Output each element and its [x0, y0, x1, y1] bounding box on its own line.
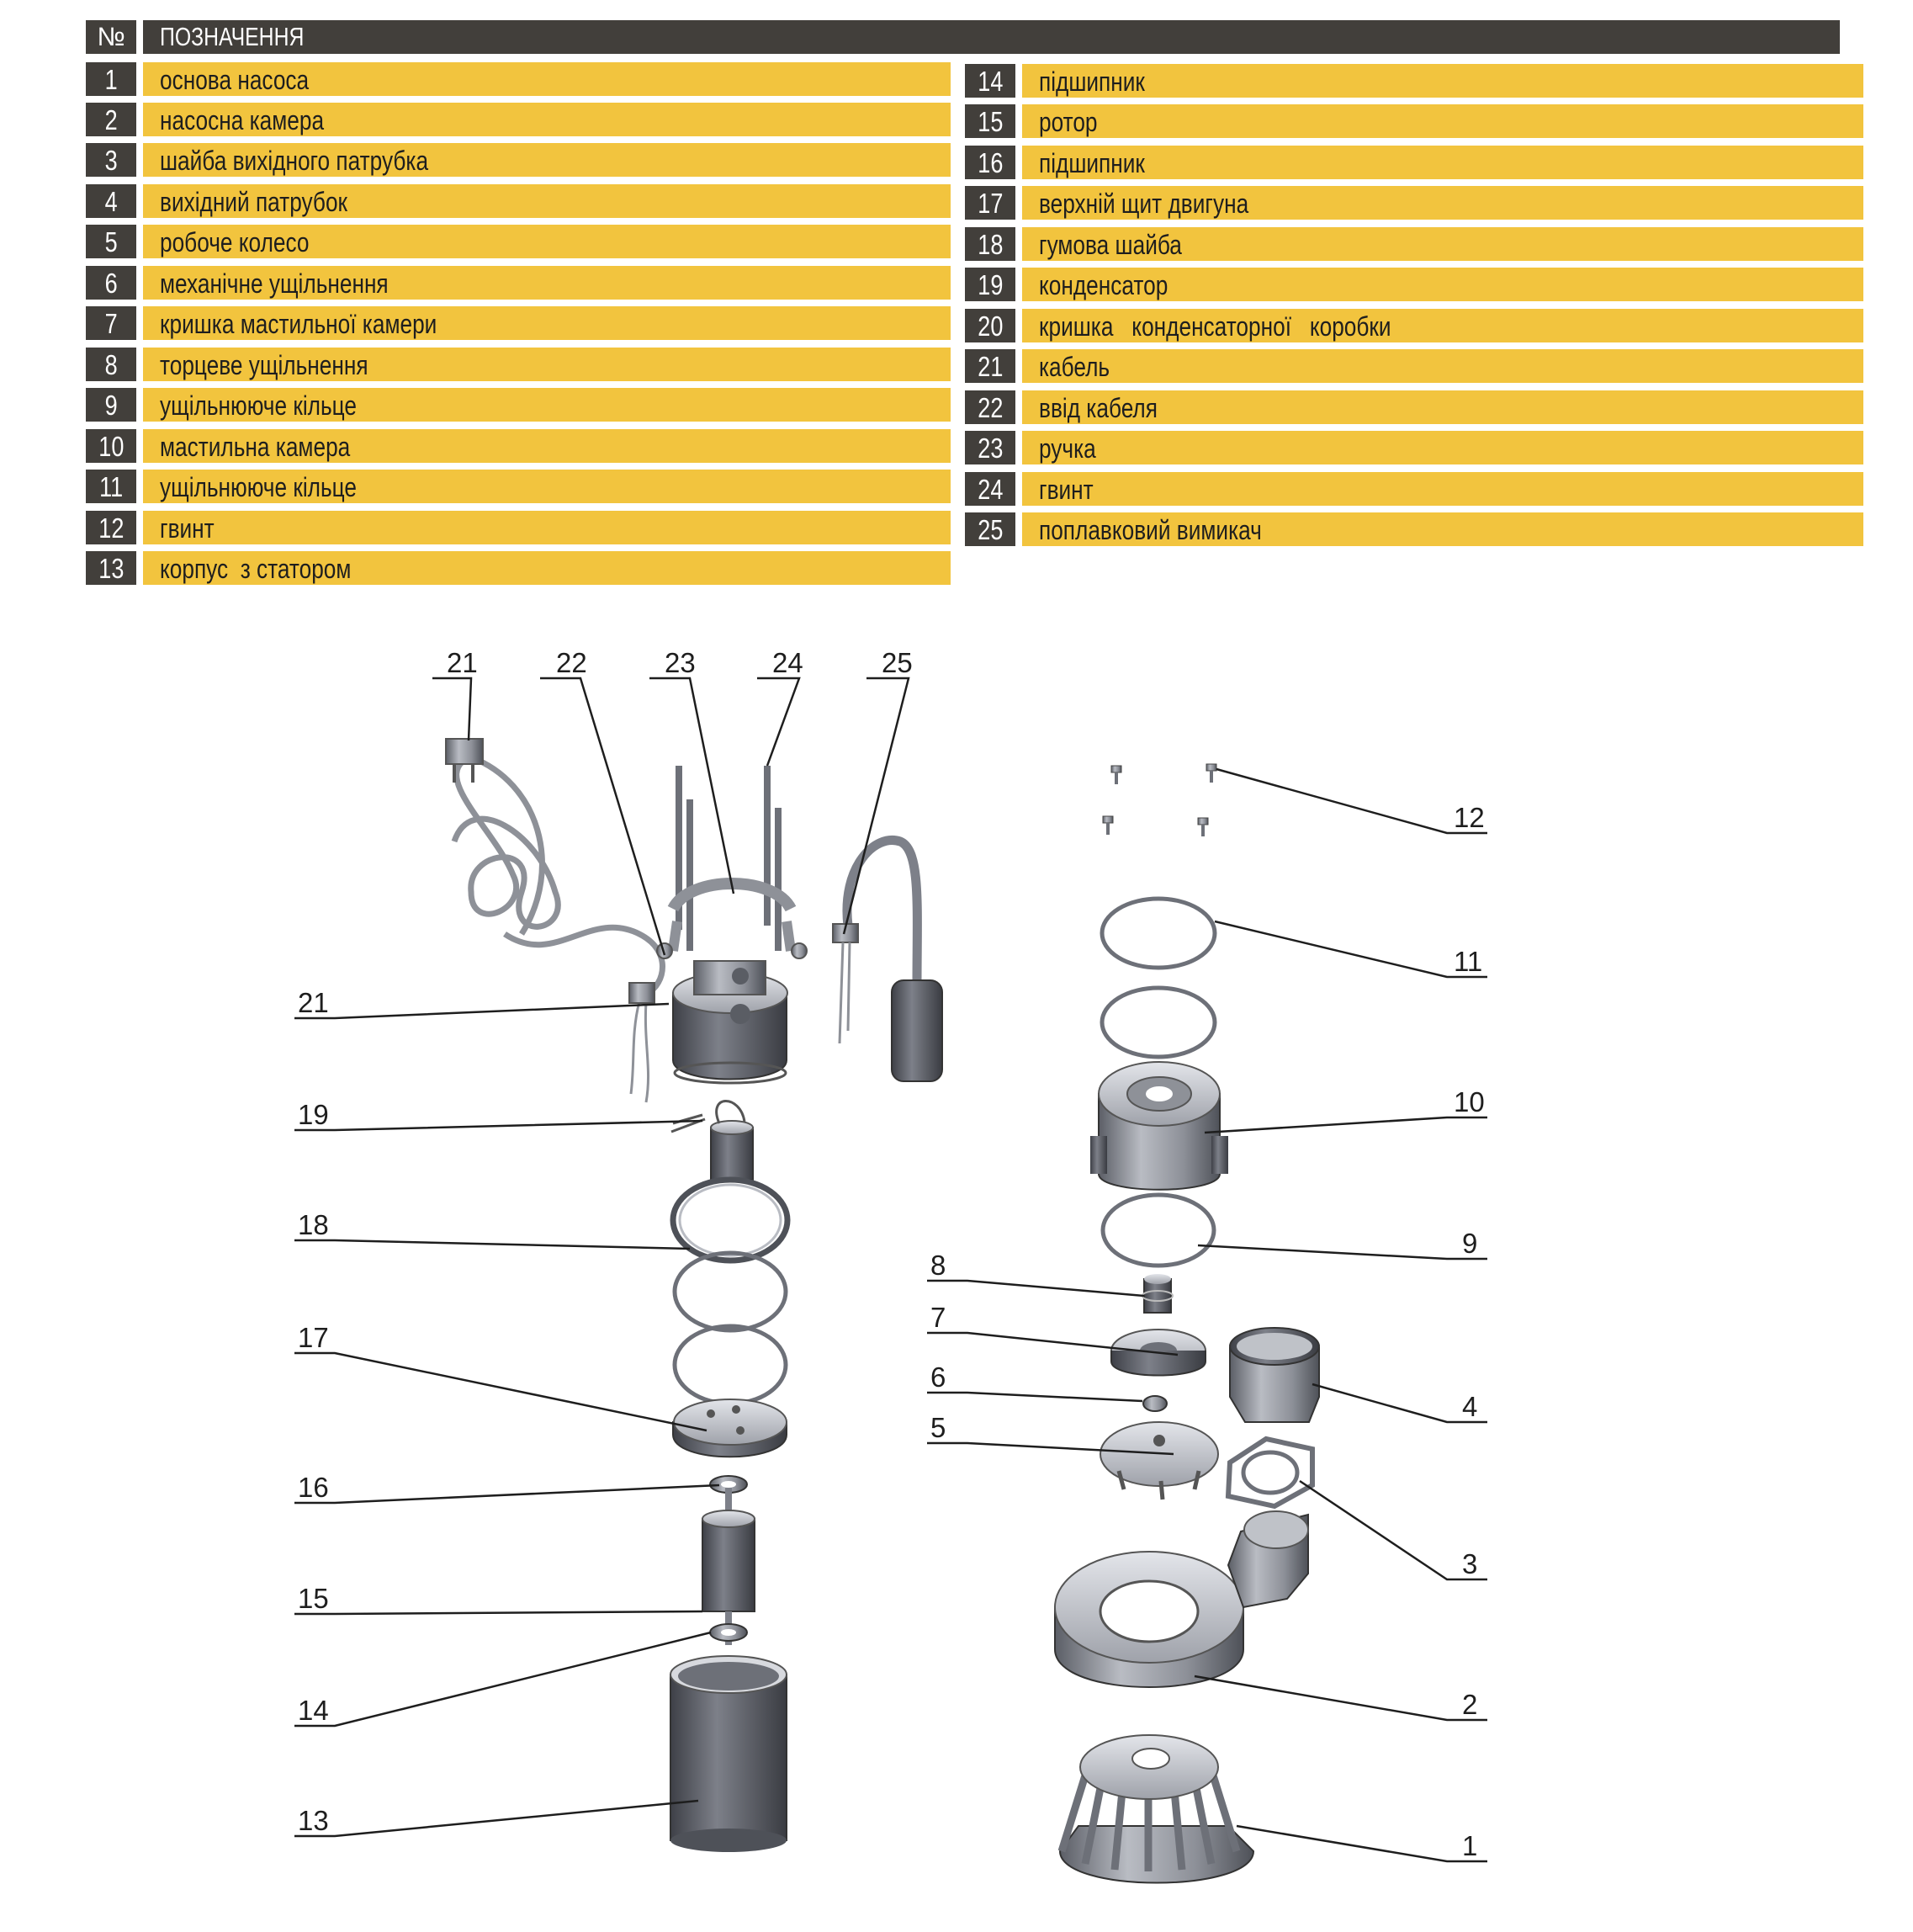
part-label: насосна камера [143, 103, 951, 136]
rubber-washer-part [673, 1180, 787, 1261]
callout-13: 13 [298, 1805, 329, 1836]
rotor-part [702, 1488, 755, 1645]
part-number: 11 [86, 470, 136, 503]
part-number: 3 [86, 143, 136, 177]
callout-21-top: 21 [447, 647, 478, 678]
callout-22: 22 [556, 647, 587, 678]
part-label: ротор [1022, 104, 1863, 138]
callout-2: 2 [1462, 1689, 1478, 1720]
part-number: 4 [86, 184, 136, 218]
callout-4: 4 [1462, 1391, 1478, 1422]
part-number: 1 [86, 62, 136, 96]
callout-9: 9 [1462, 1228, 1478, 1259]
pump-chamber-part [1055, 1511, 1308, 1687]
part-label: ручка [1022, 431, 1863, 464]
callout-7: 7 [930, 1302, 946, 1333]
callout-10: 10 [1454, 1086, 1485, 1117]
part-number: 21 [965, 349, 1015, 383]
part-label: підшипник [1022, 146, 1863, 179]
part-label: мастильна камера [143, 429, 951, 463]
part-number: 9 [86, 388, 136, 422]
callout-14: 14 [298, 1695, 329, 1726]
part-label: кабель [1022, 349, 1863, 383]
part-label: гвинт [143, 511, 951, 544]
o-ring-upper-part [675, 1253, 786, 1330]
part-number: 18 [965, 227, 1015, 261]
part-number: 17 [965, 186, 1015, 220]
part-number: 5 [86, 225, 136, 258]
capacitor-box-cover-part [673, 961, 787, 1083]
sealing-ring-middle-part [1102, 988, 1215, 1057]
callout-leaders [294, 678, 1487, 1861]
outlet-pipe-part [1230, 1328, 1319, 1422]
handle-part [657, 766, 807, 958]
callout-1: 1 [1462, 1830, 1478, 1861]
callout-16: 16 [298, 1472, 329, 1503]
cable-plug-part [446, 739, 483, 783]
part-number: 22 [965, 390, 1015, 424]
part-label: гвинт [1022, 472, 1863, 506]
part-number: 24 [965, 472, 1015, 506]
part-number: 10 [86, 429, 136, 463]
callout-17: 17 [298, 1322, 329, 1353]
part-label: конденсатор [1022, 268, 1863, 301]
part-number: 13 [86, 551, 136, 585]
part-label: вихідний патрубок [143, 184, 951, 218]
callout-6: 6 [930, 1361, 946, 1393]
part-number: 6 [86, 266, 136, 300]
part-number: 12 [86, 511, 136, 544]
screws-part [1103, 764, 1216, 836]
o-ring-lower-part [675, 1326, 786, 1404]
pump-base-part [1060, 1735, 1253, 1883]
float-switch-part [833, 840, 942, 1081]
part-number: 8 [86, 348, 136, 381]
callout-11: 11 [1454, 946, 1483, 977]
part-number: 14 [965, 64, 1015, 98]
callout-12: 12 [1454, 802, 1485, 833]
callout-19: 19 [298, 1099, 329, 1130]
part-label: кришка конденсаторної коробки [1022, 309, 1863, 342]
callout-5: 5 [930, 1412, 946, 1443]
part-label: підшипник [1022, 64, 1863, 98]
part-label: поплавковий вимикач [1022, 512, 1863, 546]
part-label: ущільнююче кільце [143, 388, 951, 422]
impeller-part [1100, 1422, 1218, 1499]
callout-21-side: 21 [298, 987, 329, 1018]
legend-table [0, 0, 1913, 606]
part-number: 15 [965, 104, 1015, 138]
callout-8: 8 [930, 1250, 946, 1281]
part-label: гумова шайба [1022, 227, 1863, 261]
capacitor-part [671, 1101, 753, 1180]
part-number: 19 [965, 268, 1015, 301]
part-label: корпус з статором [143, 551, 951, 585]
exploded-pump-diagram [0, 606, 1913, 1932]
cable-coil-part [454, 757, 663, 993]
callout-24: 24 [772, 647, 803, 678]
legend-header [86, 20, 1840, 54]
part-number: 23 [965, 431, 1015, 464]
header-number-cell: № [86, 20, 136, 54]
part-label: ввід кабеля [1022, 390, 1863, 424]
callout-25: 25 [882, 647, 913, 678]
callout-15: 15 [298, 1583, 329, 1614]
bearing-lower-part [710, 1624, 747, 1641]
part-label: шайба вихідного патрубка [143, 143, 951, 177]
sealing-ring-upper-part [1102, 899, 1215, 968]
motor-housing-part [670, 1656, 787, 1852]
cable-wires-part [629, 983, 654, 1102]
face-seal-part [1142, 1274, 1173, 1313]
outlet-washer-part [1228, 1439, 1312, 1506]
part-label: механічне ущільнення [143, 266, 951, 300]
part-label: верхній щит двигуна [1022, 186, 1863, 220]
part-number: 2 [86, 103, 136, 136]
sealing-ring-lower-part [1103, 1195, 1214, 1266]
callout-23: 23 [665, 647, 696, 678]
callout-18: 18 [298, 1209, 329, 1240]
part-number: 7 [86, 306, 136, 340]
callout-3: 3 [1462, 1548, 1478, 1579]
mechanical-seal-part [1143, 1396, 1167, 1411]
part-label: робоче колесо [143, 225, 951, 258]
part-number: 16 [965, 146, 1015, 179]
part-label: ущільнююче кільце [143, 470, 951, 503]
oil-chamber-part [1090, 1062, 1228, 1190]
part-number: 20 [965, 309, 1015, 342]
part-label: основа насоса [143, 62, 951, 96]
part-label: торцеве ущільнення [143, 348, 951, 381]
part-number: 25 [965, 512, 1015, 546]
header-title-cell: ПОЗНАЧЕННЯ [143, 20, 1840, 54]
part-label: кришка мастильної камери [143, 306, 951, 340]
